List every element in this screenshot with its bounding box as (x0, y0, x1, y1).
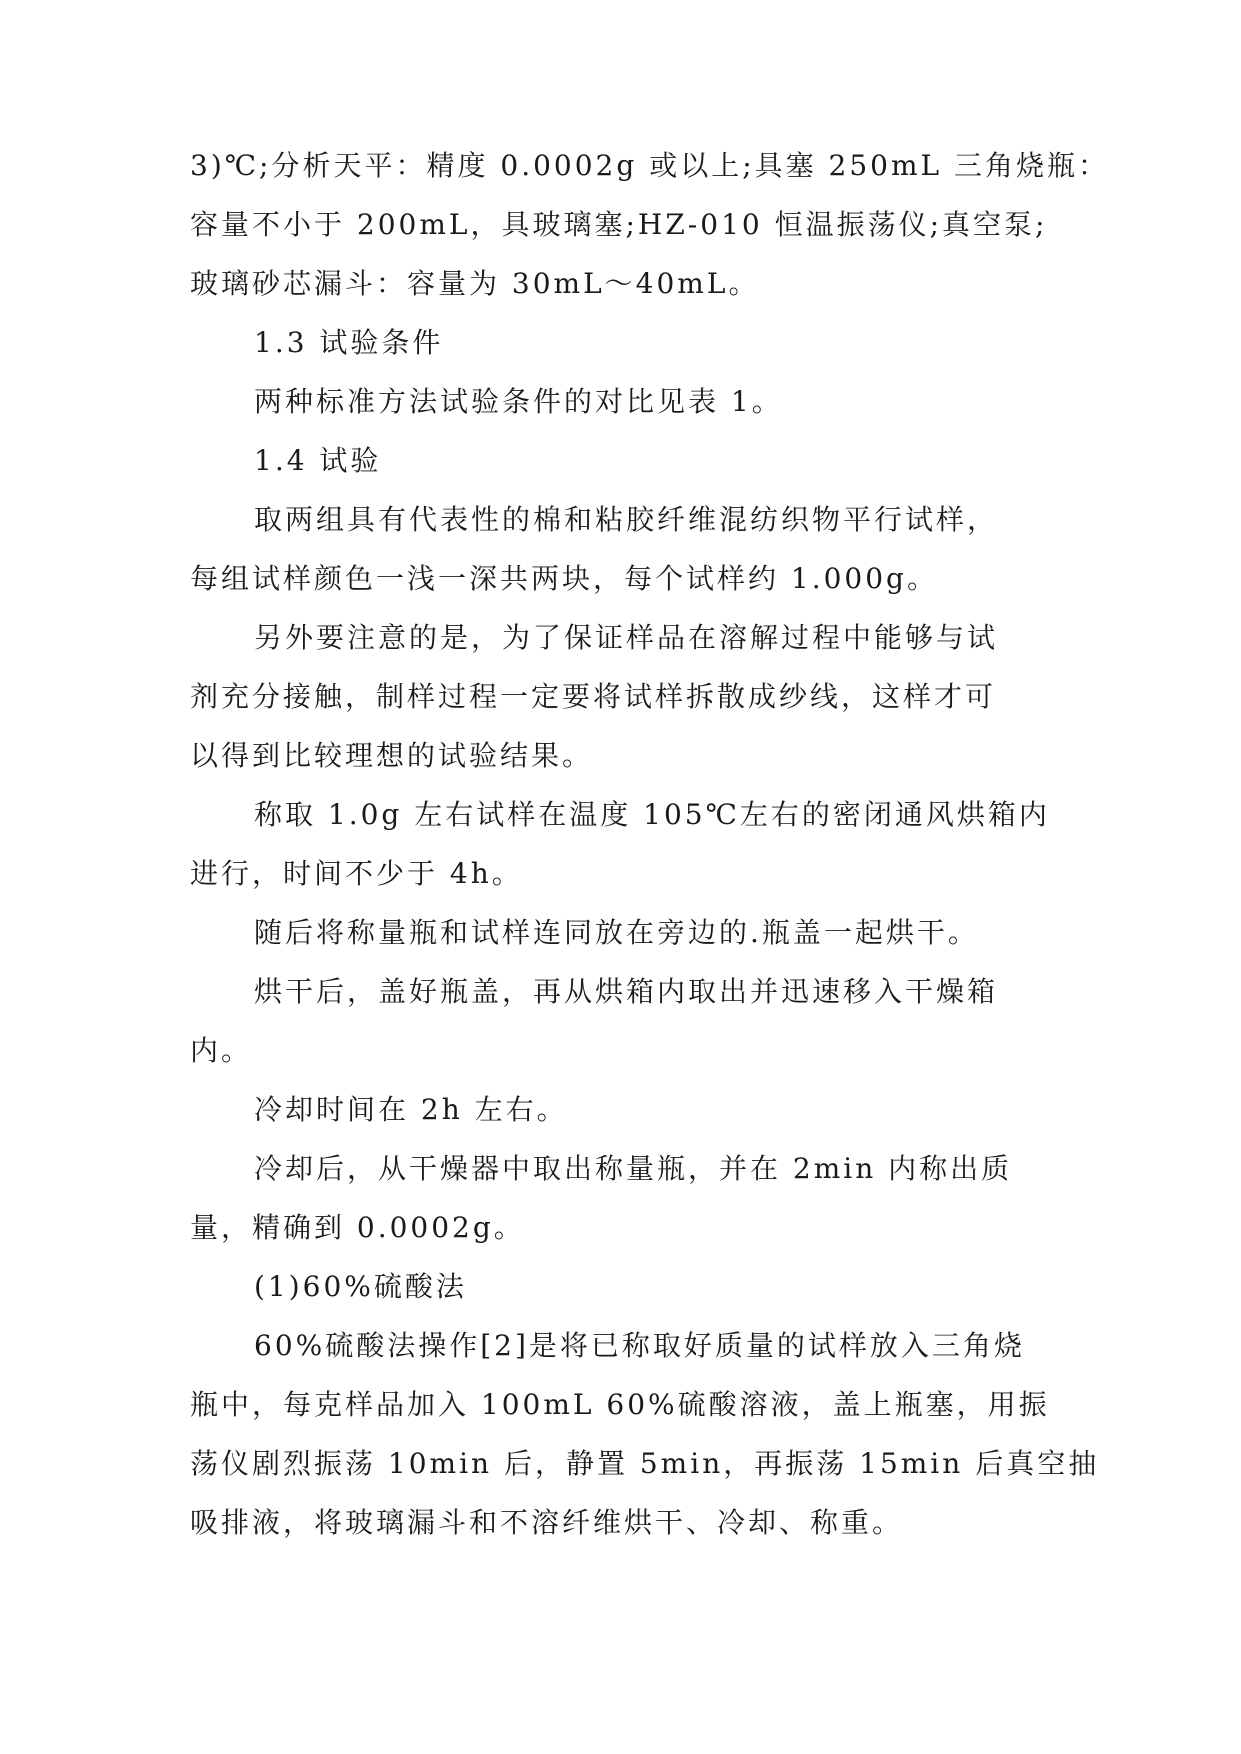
section-heading-1-4: 1.4 试验 (254, 444, 382, 477)
text-line-9: 另外要注意的是，为了保证样品在溶解过程中能够与试 (254, 621, 999, 654)
text-line-10: 剂充分接触，制样过程一定要将试样拆散成纱线，这样才可 (190, 680, 997, 713)
text-line-21: 60%硫酸法操作[2]是将已称取好质量的试样放入三角烧 (254, 1329, 1025, 1362)
text-line-22: 瓶中，每克样品加入 100mL 60%硫酸溶液，盖上瓶塞，用振 (190, 1388, 1050, 1421)
subsection-heading-sulfuric-acid: (1)60%硫酸法 (254, 1270, 467, 1303)
text-line-11: 以得到比较理想的试验结果。 (190, 739, 594, 772)
text-line-7: 取两组具有代表性的棉和粘胶纤维混纺织物平行试样， (254, 503, 999, 536)
text-line-17: 冷却时间在 2h 左右。 (254, 1093, 568, 1126)
text-line-5: 两种标准方法试验条件的对比见表 1。 (254, 385, 783, 418)
text-line-1: 3)℃;分析天平：精度 0.0002g 或以上;具塞 250mL 三角烧瓶： (190, 149, 1110, 182)
text-line-24: 吸排液，将玻璃漏斗和不溶纤维烘干、冷却、称重。 (190, 1506, 904, 1539)
text-line-14: 随后将称量瓶和试样连同放在旁边的.瓶盖一起烘干。 (254, 916, 979, 949)
text-line-23: 荡仪剧烈振荡 10min 后，静置 5min，再振荡 15min 后真空抽 (190, 1447, 1100, 1480)
text-line-16: 内。 (190, 1034, 253, 1067)
text-line-19: 量，精确到 0.0002g。 (190, 1211, 525, 1244)
text-line-12: 称取 1.0g 左右试样在温度 105℃左右的密闭通风烘箱内 (254, 798, 1050, 831)
text-line-2: 容量不小于 200mL，具玻璃塞;HZ-010 恒温振荡仪;真空泵; (190, 208, 1048, 241)
section-heading-1-3: 1.3 试验条件 (254, 326, 444, 359)
text-line-15: 烘干后，盖好瓶盖，再从烘箱内取出并迅速移入干燥箱 (254, 975, 999, 1008)
text-line-8: 每组试样颜色一浅一深共两块，每个试样约 1.000g。 (190, 562, 938, 595)
text-line-18: 冷却后，从干燥器中取出称量瓶，并在 2min 内称出质 (254, 1152, 1013, 1185)
text-line-13: 进行，时间不少于 4h。 (190, 857, 523, 890)
text-line-3: 玻璃砂芯漏斗：容量为 30mL～40mL。 (190, 267, 760, 300)
